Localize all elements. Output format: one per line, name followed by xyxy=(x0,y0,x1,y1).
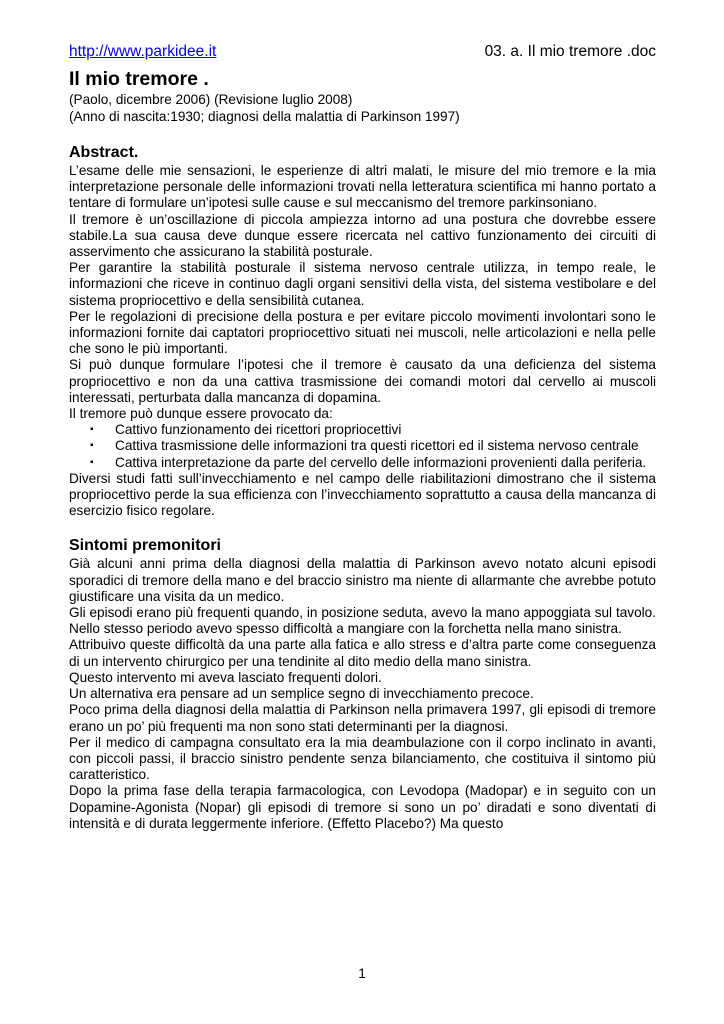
bullet-icon: ▪ xyxy=(90,424,94,436)
document-page xyxy=(69,42,656,832)
document-filename: 03. a. Il mio tremore .doc xyxy=(484,43,656,60)
abstract-paragraph: Il tremore è un’oscillazione di piccola ampiezza intorno ad una postura che dovrebbe essere stabile.La sua causa deve dunque essere ricercata nel cattivo funzionamento dei circuiti di asservimento che assicurano la stabilità posturale. xyxy=(69,211,656,260)
sintomi-paragraph: Dopo la prima fase della terapia farmacologica, con Levodopa (Madopar) e in seguito con un Dopamine-Agonista (Nopar) gli episodi di tremore si sono un po’ diradati e sono diventati di intensità e di durata leggermente inferiore. (Effetto Placebo?) Ma questo xyxy=(69,783,656,831)
abstract-heading: Abstract. xyxy=(69,144,139,161)
bullet-icon: ▪ xyxy=(90,456,94,468)
document-title: Il mio tremore . xyxy=(69,68,209,90)
bullet-icon: ▪ xyxy=(90,440,94,452)
abstract-paragraph: Per le regolazioni di precisione della postura e per evitare piccolo movimenti involontari sono le informazioni fornite dai captatori propriocettivo situati nei muscoli, nelle articolazioni e nella pelle che sono le più importanti. xyxy=(69,308,656,357)
sintomi-paragraph: Già alcuni anni prima della diagnosi della malattia di Parkinson avevo notato alcuni episodi sporadici di tremore della mano e del braccio sinistro ma niente di allarmante che avrebbe potuto giustificare una visita da un medico. xyxy=(69,556,656,604)
page-header xyxy=(69,42,656,62)
sintomi-paragraph: Questo intervento mi aveva lasciato frequenti dolori. xyxy=(69,669,382,685)
abstract-paragraph: Il tremore può dunque essere provocato da: xyxy=(69,406,333,422)
abstract-paragraph: Si può dunque formulare l’ipotesi che il tremore è causato da una deficienza del sistema propriocettivo e non da una cattiva trasmissione dei comandi motori dal cervello ai muscoli interessati, perturbata dalla mancanza di dopamina. xyxy=(69,357,656,405)
sintomi-paragraph: Attribuivo queste difficoltà da una parte alla fatica e allo stress e d’altra parte come conseguenza di un intervento chirurgico per una tendinite al dito medio della mano sinistra. xyxy=(69,637,656,669)
sintomi-paragraph: Poco prima della diagnosi della malattia di Parkinson nella primavera 1997, gli episodi di tremore erano un po’ più frequenti ma non sono stati determinanti per la diagnosi. xyxy=(69,702,656,734)
list-item-text: Cattivo funzionamento dei ricettori propriocettivi xyxy=(115,422,402,438)
list-item-text: Cattiva trasmissione delle informazioni tra questi ricettori ed il sistema nervoso centrale xyxy=(115,438,639,454)
list-item xyxy=(69,438,656,454)
list-item-text: Cattiva interpretazione da parte del cervello delle informazioni provenienti dalla periferia. xyxy=(115,454,647,470)
sintomi-heading: Sintomi premonitori xyxy=(69,537,221,555)
birth-diagnosis-line: (Anno di nascita:1930; diagnosi della malattia di Parkinson 1997) xyxy=(69,109,460,124)
abstract-paragraph: Per garantire la stabilità posturale il sistema nervoso centrale utilizza, in tempo reale, le informazioni che riceve in continuo dagli organi sensitivi della vista, del sistema vestibolare e del sistema propriocettivo e della sensibilità cutanea. xyxy=(69,260,656,308)
list-item xyxy=(69,455,656,471)
sintomi-paragraph: Per il medico di campagna consultato era la mia deambulazione con il corpo inclinato in avanti, con piccoli passi, il braccio sinistro pendente senza bilanciamento, che costituiva il sintomo più caratteristico. xyxy=(69,734,656,783)
website-link[interactable]: http://www.parkidee.it xyxy=(69,43,217,60)
abstract-paragraph: L’esame delle mie sensazioni, le esperienze di altri malati, le misure del mio tremore e la mia interpretazione personale delle informazioni trovati nella letteratura scientifica mi hanno portato a tentare di formulare un’ipotesi sulle cause e sul meccanismo del tremore parkinsoniano. xyxy=(69,163,656,211)
abstract-closing-paragraph: Diversi studi fatti sull’invecchiamento e nel campo delle riabilitazioni dimostrano che il sistema propriocettivo perde la sua efficienza con l’invecchiamento soprattutto a causa della mancanza di esercizio fisico regolare. xyxy=(69,470,656,519)
list-item xyxy=(69,422,656,438)
sintomi-paragraph: Un alternativa era pensare ad un semplice segno di invecchiamento precoce. xyxy=(69,686,534,702)
sintomi-paragraph: Gli episodi erano più frequenti quando, in posizione seduta, avevo la mano appoggiata sul tavolo. Nello stesso periodo avevo spesso difficoltà a mangiare con la forchetta nella mano sinistra. xyxy=(69,605,656,637)
page-number: 1 xyxy=(358,966,366,981)
author-date-line: (Paolo, dicembre 2006) (Revisione luglio 2008) xyxy=(69,92,353,107)
cause-list xyxy=(69,422,656,471)
